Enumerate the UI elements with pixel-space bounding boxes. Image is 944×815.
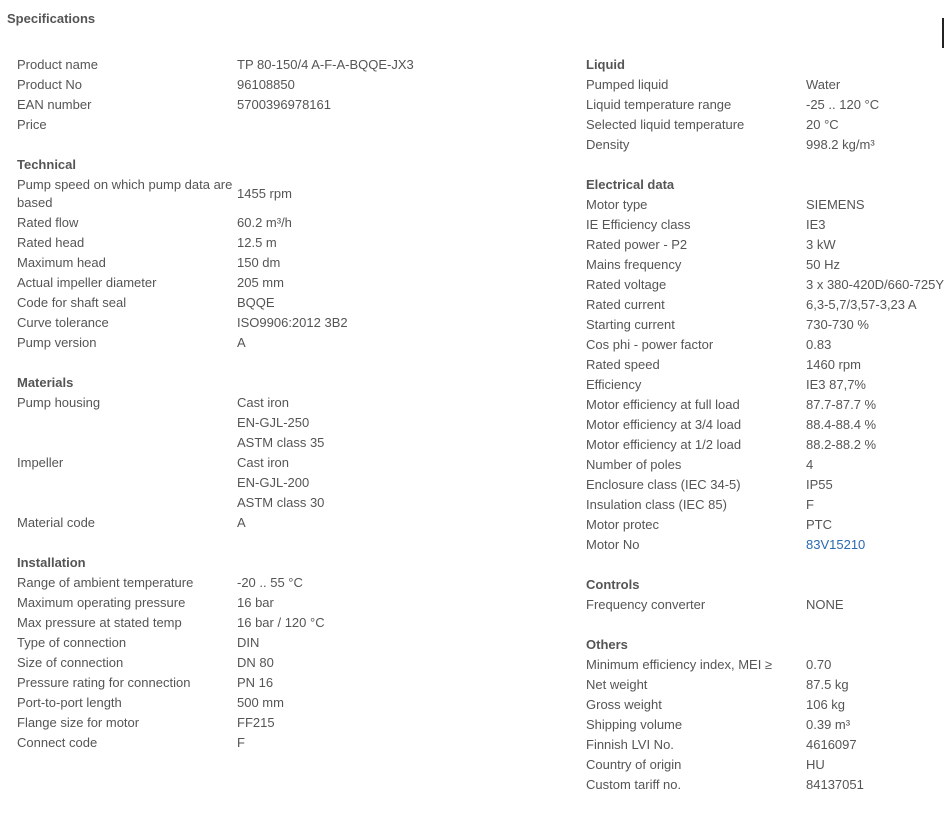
spec-value: NONE — [806, 597, 844, 612]
spec-label: Actual impeller diameter — [17, 275, 157, 290]
spec-label: Rated current — [586, 297, 665, 312]
spec-value: DN 80 — [237, 655, 274, 670]
spec-value: 150 dm — [237, 255, 281, 270]
spec-row — [586, 135, 944, 155]
spec-value: PN 16 — [237, 675, 274, 690]
spec-row — [586, 455, 944, 475]
spec-label: Custom tariff no. — [586, 777, 682, 792]
spec-label: Efficiency — [586, 377, 642, 392]
spec-value: EN-GJL-250 — [237, 415, 310, 430]
spec-value — [237, 115, 557, 135]
spec-row — [586, 215, 944, 235]
spec-label: Net weight — [586, 677, 648, 692]
spec-label: Range of ambient temperature — [17, 575, 194, 590]
spec-label: Curve tolerance — [17, 315, 109, 330]
spec-row — [17, 175, 557, 213]
spec-label: Code for shaft seal — [17, 295, 127, 310]
spec-value: A — [237, 515, 246, 530]
spec-row — [17, 313, 557, 333]
spec-label: Max pressure at stated temp — [17, 615, 182, 630]
spec-row — [17, 673, 557, 693]
spec-label — [17, 473, 237, 493]
spec-row — [586, 275, 944, 295]
spec-label: Minimum efficiency index, MEI ≥ — [586, 657, 773, 672]
spec-label: Pumped liquid — [586, 77, 669, 92]
spec-value: -20 .. 55 °C — [237, 575, 303, 590]
spec-label: Motor efficiency at full load — [586, 397, 740, 412]
section-others — [586, 635, 944, 795]
spec-value: TP 80-150/4 A-F-A-BQQE-JX3 — [237, 57, 414, 72]
spec-label: Cos phi - power factor — [586, 337, 714, 352]
spec-row — [586, 255, 944, 275]
spec-row — [586, 335, 944, 355]
spec-value: 16 bar / 120 °C — [237, 615, 325, 630]
spec-row — [586, 495, 944, 515]
spec-row — [17, 693, 557, 713]
spec-label: Pump speed on which pump data are based — [17, 177, 233, 210]
spec-row — [17, 115, 557, 135]
spec-row — [586, 475, 944, 495]
spec-label: Type of connection — [17, 635, 127, 650]
spec-row — [17, 653, 557, 673]
section-title: Technical — [17, 157, 77, 172]
spec-value: 88.2-88.2 % — [806, 437, 877, 452]
spec-value: ASTM class 30 — [237, 495, 325, 510]
section-electrical — [586, 175, 944, 555]
spec-value: 998.2 kg/m³ — [806, 137, 875, 152]
spec-label: Size of connection — [17, 655, 124, 670]
spec-row — [586, 115, 944, 135]
section-title: Electrical data — [586, 177, 675, 192]
spec-row — [17, 333, 557, 353]
spec-row — [17, 613, 557, 633]
spec-row — [586, 515, 944, 535]
section-title: Liquid — [586, 57, 625, 72]
spec-label: Product No — [17, 77, 83, 92]
spec-value: EN-GJL-200 — [237, 475, 310, 490]
spec-row — [17, 213, 557, 233]
spec-label: Port-to-port length — [17, 695, 122, 710]
spec-value: A — [237, 335, 246, 350]
spec-value: 3 x 380-420D/660-725Y — [806, 277, 944, 292]
spec-row — [17, 473, 557, 493]
spec-value: 20 °C — [806, 117, 839, 132]
spec-label: Rated power - P2 — [586, 237, 688, 252]
spec-value: Cast iron — [237, 395, 290, 410]
spec-value: IP55 — [806, 477, 833, 492]
spec-value: BQQE — [237, 295, 275, 310]
spec-row — [17, 95, 557, 115]
spec-row — [17, 733, 557, 753]
spec-row — [586, 695, 944, 715]
spec-value: Water — [806, 77, 841, 92]
spec-row — [586, 95, 944, 115]
spec-row — [17, 433, 557, 453]
spec-row — [17, 593, 557, 613]
spec-row — [586, 375, 944, 395]
spec-label: Maximum operating pressure — [17, 595, 186, 610]
spec-row — [586, 715, 944, 735]
spec-value: 3 kW — [806, 237, 836, 252]
spec-row — [586, 775, 944, 795]
section-title: Controls — [586, 577, 640, 592]
spec-row — [586, 195, 944, 215]
spec-label — [17, 413, 237, 433]
spec-value: 96108850 — [237, 77, 295, 92]
spec-value: FF215 — [237, 715, 275, 730]
spec-label: IE Efficiency class — [586, 217, 691, 232]
spec-value: 1460 rpm — [806, 357, 861, 372]
spec-row — [17, 713, 557, 733]
spec-label: Motor efficiency at 3/4 load — [586, 417, 742, 432]
spec-label: Country of origin — [586, 757, 682, 772]
spec-label: Gross weight — [586, 697, 662, 712]
spec-label: Motor type — [586, 197, 648, 212]
spec-label: Starting current — [586, 317, 675, 332]
spec-label: Number of poles — [586, 457, 682, 472]
spec-row — [586, 295, 944, 315]
spec-row — [586, 595, 944, 615]
section-controls — [586, 575, 944, 615]
spec-value: IE3 — [806, 217, 826, 232]
spec-label: Maximum head — [17, 255, 106, 270]
spec-row — [586, 355, 944, 375]
spec-row — [17, 293, 557, 313]
spec-label: Enclosure class (IEC 34-5) — [586, 477, 741, 492]
spec-row — [586, 315, 944, 335]
spec-label: Price — [17, 117, 47, 132]
spec-label: Finnish LVI No. — [586, 737, 674, 752]
spec-label: Motor No — [586, 537, 640, 552]
spec-value: PTC — [806, 517, 832, 532]
spec-row — [17, 393, 557, 413]
spec-value: -25 .. 120 °C — [806, 97, 880, 112]
spec-label: Rated voltage — [586, 277, 667, 292]
spec-label: EAN number — [17, 97, 92, 112]
spec-value: F — [806, 497, 814, 512]
spec-label: Rated speed — [586, 357, 660, 372]
spec-row — [17, 413, 557, 433]
page-title: Specifications — [7, 11, 96, 26]
spec-value: 500 mm — [237, 695, 284, 710]
spec-label: Pump version — [17, 335, 97, 350]
section-liquid — [586, 55, 944, 155]
spec-value: ASTM class 35 — [237, 435, 325, 450]
spec-row — [17, 233, 557, 253]
spec-row — [17, 55, 557, 75]
spec-value: 730-730 % — [806, 317, 869, 332]
spec-value: 1455 rpm — [237, 186, 292, 201]
section-installation — [17, 553, 557, 753]
spec-row — [586, 675, 944, 695]
spec-value: 0.39 m³ — [806, 717, 851, 732]
section-title: Materials — [17, 375, 74, 390]
spec-row — [586, 735, 944, 755]
spec-label — [17, 493, 237, 513]
spec-value: IE3 87,7% — [806, 377, 866, 392]
spec-value: 87.5 kg — [806, 677, 849, 692]
spec-row — [17, 453, 557, 473]
section-title: Others — [586, 637, 628, 652]
spec-label: Rated head — [17, 235, 85, 250]
spec-value: SIEMENS — [806, 197, 865, 212]
spec-row — [586, 655, 944, 675]
left-column — [17, 55, 557, 773]
spec-value: 6,3-5,7/3,57-3,23 A — [806, 297, 917, 312]
spec-row — [586, 235, 944, 255]
spec-value: 0.70 — [806, 657, 832, 672]
spec-row — [586, 435, 944, 455]
spec-row — [586, 535, 944, 555]
spec-row — [586, 75, 944, 95]
spec-value: 4616097 — [806, 737, 857, 752]
spec-row — [17, 75, 557, 95]
spec-label: Product name — [17, 57, 98, 72]
spec-row — [586, 415, 944, 435]
spec-row — [17, 253, 557, 273]
spec-row — [17, 633, 557, 653]
spec-label: Frequency converter — [586, 597, 706, 612]
spec-value: 5700396978161 — [237, 97, 331, 112]
spec-value: 4 — [806, 457, 814, 472]
section-product — [17, 55, 557, 135]
spec-label: Selected liquid temperature — [586, 117, 745, 132]
spec-row — [17, 573, 557, 593]
spec-label: Impeller — [17, 455, 64, 470]
spec-value: DIN — [237, 635, 260, 650]
spec-label: Material code — [17, 515, 96, 530]
spec-value: 205 mm — [237, 275, 284, 290]
spec-value: ISO9906:2012 3B2 — [237, 315, 348, 330]
spec-label: Insulation class (IEC 85) — [586, 497, 727, 512]
spec-value: 0.83 — [806, 337, 832, 352]
section-materials — [17, 373, 557, 533]
spec-value: 16 bar — [237, 595, 274, 610]
spec-label — [17, 433, 237, 453]
spec-label: Motor protec — [586, 517, 659, 532]
spec-label: Flange size for motor — [17, 715, 140, 730]
spec-value: 88.4-88.4 % — [806, 417, 877, 432]
spec-label: Connect code — [17, 735, 98, 750]
spec-value: 84137051 — [806, 777, 864, 792]
section-technical — [17, 155, 557, 353]
spec-value: Cast iron — [237, 455, 290, 470]
right-column — [586, 55, 944, 815]
spec-row — [17, 273, 557, 293]
spec-label: Rated flow — [17, 215, 79, 230]
spec-label: Pressure rating for connection — [17, 675, 191, 690]
spec-row — [586, 755, 944, 775]
spec-value: 60.2 m³/h — [237, 215, 292, 230]
spec-label: Mains frequency — [586, 257, 682, 272]
spec-value: 106 kg — [806, 697, 846, 712]
spec-value: F — [237, 735, 245, 750]
spec-label: Motor efficiency at 1/2 load — [586, 437, 742, 452]
spec-row — [17, 513, 557, 533]
spec-value: 12.5 m — [237, 235, 277, 250]
spec-label: Density — [586, 137, 630, 152]
spec-label: Shipping volume — [586, 717, 683, 732]
spec-value: 87.7-87.7 % — [806, 397, 877, 412]
motor-no-link[interactable]: 83V15210 — [806, 537, 866, 552]
spec-label: Pump housing — [17, 395, 101, 410]
spec-value: 50 Hz — [806, 257, 840, 272]
spec-value: HU — [806, 757, 825, 772]
section-title: Installation — [17, 555, 86, 570]
spec-row — [586, 395, 944, 415]
spec-row — [17, 493, 557, 513]
spec-label: Liquid temperature range — [586, 97, 732, 112]
